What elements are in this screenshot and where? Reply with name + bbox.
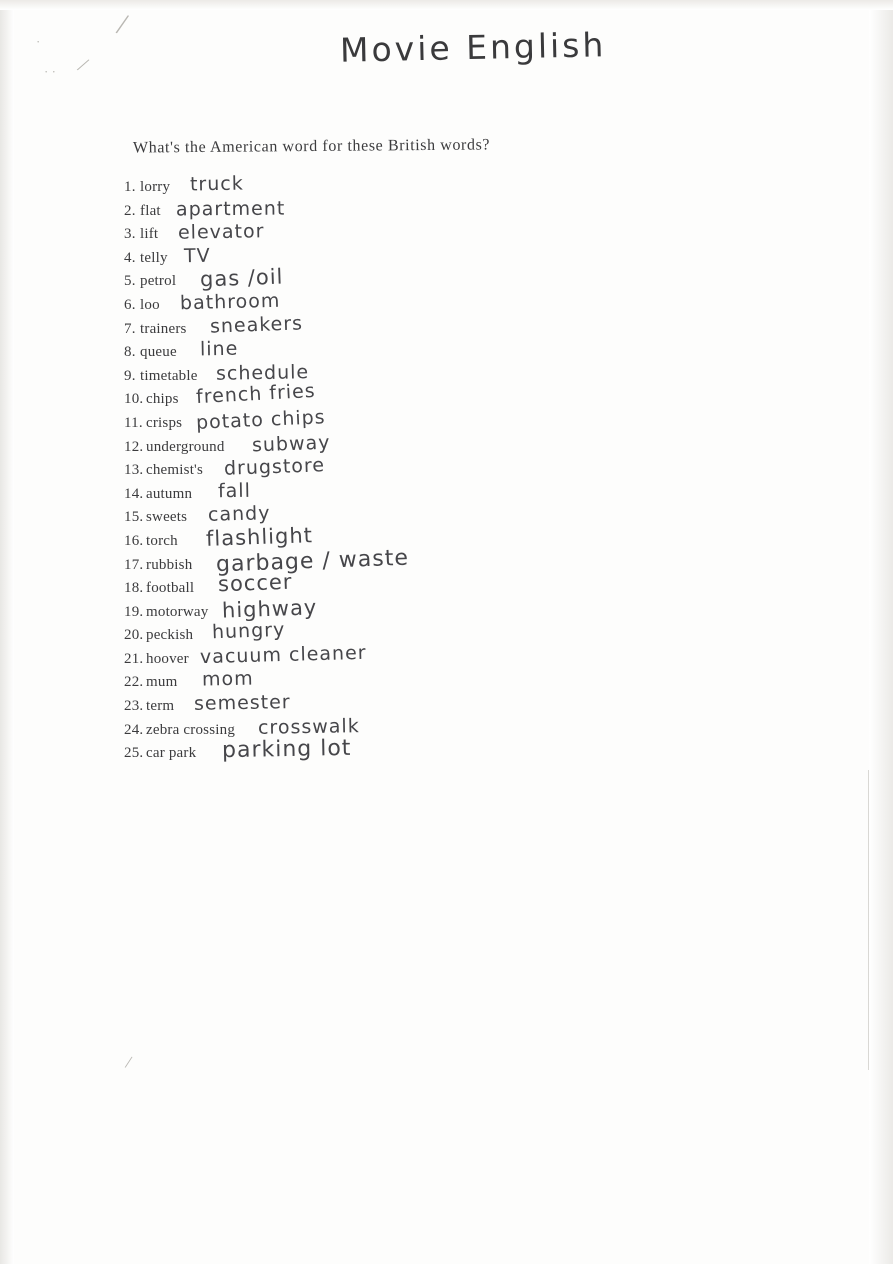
british-word: crisps: [146, 414, 183, 431]
pencil-stroke-icon: /: [74, 52, 93, 77]
british-word: flat: [140, 202, 161, 219]
american-answer: garbage / waste: [215, 545, 410, 577]
item-number: 18.: [124, 580, 144, 597]
american-answer: candy: [207, 502, 271, 527]
list-item: [124, 523, 824, 554]
american-answer: truck: [189, 172, 244, 196]
item-number: 17.: [124, 556, 144, 573]
item-number: 23.: [124, 698, 144, 715]
list-item: [124, 172, 824, 200]
list-item: [124, 619, 824, 648]
item-number: 14.: [124, 485, 144, 502]
item-number: 5.: [124, 273, 136, 290]
british-word: telly: [140, 249, 168, 266]
list-item: [124, 197, 824, 224]
british-word: sweets: [146, 509, 188, 526]
british-word: rubbish: [146, 556, 193, 573]
british-word: hoover: [146, 650, 189, 667]
item-number: 15.: [124, 509, 144, 526]
british-word: loo: [140, 296, 160, 313]
british-word: peckish: [146, 627, 194, 644]
item-number: 16.: [124, 532, 144, 549]
pencil-stroke-icon: /: [123, 1051, 134, 1073]
british-word: chemist's: [146, 462, 203, 479]
list-item: [124, 736, 824, 766]
american-answer: subway: [251, 431, 331, 456]
american-answer: crosswalk: [257, 714, 360, 739]
american-answer: schedule: [215, 360, 310, 385]
american-answer: fall: [217, 479, 252, 503]
item-number: 22.: [124, 674, 144, 691]
british-word: term: [146, 698, 175, 715]
british-word: queue: [140, 344, 177, 361]
british-word: car park: [146, 745, 197, 762]
pencil-stroke-icon: /: [113, 7, 131, 42]
item-number: 4.: [124, 249, 136, 266]
scan-edge-right: [869, 0, 893, 1264]
item-number: 24.: [124, 721, 144, 738]
american-answer: mom: [201, 668, 254, 691]
list-item: [124, 380, 824, 412]
list-item: [124, 337, 824, 365]
british-word: timetable: [140, 367, 198, 384]
american-answer: elevator: [177, 220, 265, 244]
item-number: 21.: [124, 650, 144, 667]
british-word: motorway: [146, 603, 209, 620]
american-answer: bathroom: [179, 289, 281, 315]
american-answer: highway: [221, 595, 318, 623]
british-word: chips: [146, 391, 179, 408]
instructions-text: What's the American word for these British words?: [132, 136, 491, 157]
american-answer: semester: [193, 691, 291, 715]
list-item: [124, 406, 824, 436]
american-answer: french fries: [195, 380, 317, 409]
american-answer: gas /oil: [199, 264, 284, 292]
british-word: petrol: [140, 273, 177, 290]
pencil-smudge-icon: · ·: [44, 64, 56, 79]
american-answer: vacuum cleaner: [199, 641, 367, 669]
american-answer: sneakers: [209, 311, 304, 338]
item-number: 9.: [124, 367, 136, 384]
item-number: 3.: [124, 226, 136, 243]
scan-artifact-line: [868, 770, 869, 1070]
item-number: 1.: [124, 179, 136, 195]
american-answer: line: [199, 337, 239, 361]
british-word: mum: [146, 674, 178, 691]
british-word: football: [146, 580, 195, 597]
scan-edge-top: [0, 0, 893, 10]
item-number: 2.: [124, 202, 136, 219]
british-word: lorry: [140, 179, 171, 195]
vocabulary-list: [124, 172, 824, 766]
list-item: [124, 691, 824, 719]
american-answer: parking lot: [221, 736, 352, 764]
american-answer: TV: [183, 244, 211, 268]
american-answer: hungry: [211, 619, 286, 644]
item-number: 6.: [124, 296, 136, 313]
item-number: 11.: [124, 414, 143, 431]
british-word: underground: [146, 438, 225, 455]
american-answer: drugstore: [223, 454, 326, 480]
list-item: [124, 569, 824, 601]
british-word: lift: [140, 226, 159, 243]
item-number: 19.: [124, 603, 144, 620]
item-number: 10.: [124, 391, 144, 408]
item-number: 12.: [124, 438, 144, 455]
british-word: torch: [146, 532, 178, 549]
british-word: trainers: [140, 320, 187, 337]
american-answer: flashlight: [205, 523, 314, 551]
item-number: 7.: [124, 320, 136, 337]
american-answer: apartment: [175, 197, 286, 221]
british-word: zebra crossing: [146, 721, 236, 738]
british-word: autumn: [146, 485, 193, 502]
american-answer: soccer: [217, 569, 293, 597]
list-item: [124, 431, 824, 460]
american-answer: potato chips: [195, 406, 327, 434]
page-title: Movie English: [339, 25, 607, 70]
item-number: 25.: [124, 745, 144, 762]
scan-edge-left: [0, 0, 14, 1264]
list-item: [124, 220, 824, 247]
item-number: 20.: [124, 627, 144, 644]
item-number: 13.: [124, 462, 144, 479]
item-number: 8.: [124, 344, 136, 361]
pencil-smudge-icon: ·: [36, 34, 41, 49]
